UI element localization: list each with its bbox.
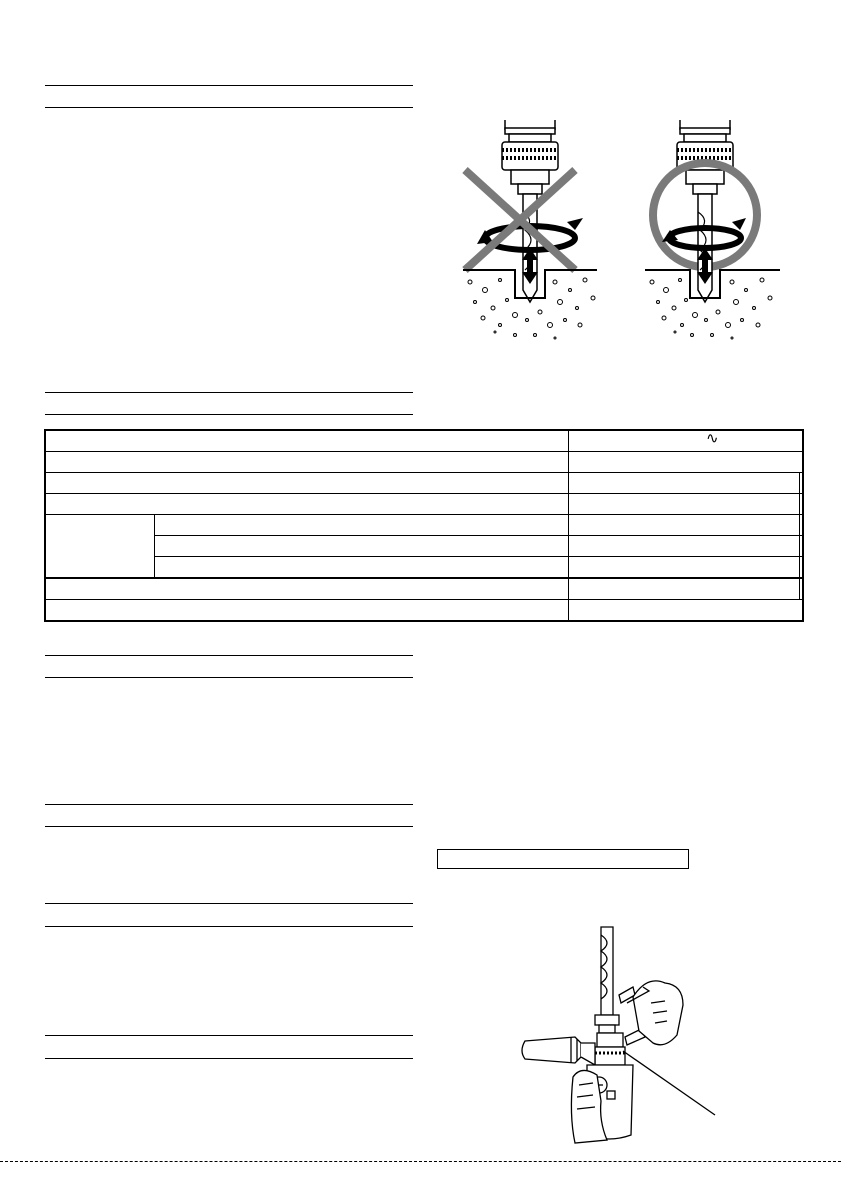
ac-symbol: ∿ <box>706 429 719 447</box>
hands-and-drill-icon <box>522 927 715 1143</box>
table-cell <box>45 452 569 473</box>
section-rule-bottom <box>45 1058 413 1059</box>
section-rule-bottom <box>45 826 413 827</box>
table-cell <box>569 473 800 494</box>
section-rule-bottom <box>45 107 413 108</box>
table-cell <box>569 557 800 579</box>
section-rule-top <box>45 903 413 904</box>
drill-chuck-icon <box>502 120 558 194</box>
section-rule-bottom <box>45 926 413 927</box>
table-cell <box>569 600 803 622</box>
specifications-table <box>44 429 804 622</box>
section-rule-bottom <box>45 414 413 415</box>
table-cell <box>569 536 800 557</box>
table-row <box>45 473 803 494</box>
section-rule-top <box>45 1035 413 1036</box>
incorrect-drilling-figure <box>455 120 605 345</box>
bit-installation-figure <box>515 925 725 1145</box>
table-cell <box>155 536 569 557</box>
table-cell <box>800 473 803 494</box>
drill-chuck-icon <box>677 120 733 194</box>
table-cell <box>45 430 569 452</box>
table-row <box>45 430 803 452</box>
table-row <box>45 578 803 600</box>
figure-caption-box <box>437 849 689 869</box>
table-cell <box>155 557 569 579</box>
section-rule-top <box>45 85 413 86</box>
table-cell <box>569 430 803 452</box>
table-cell <box>569 452 803 473</box>
table-cell <box>800 578 803 600</box>
table-cell <box>45 473 569 494</box>
table-cell <box>45 515 155 579</box>
table-cell <box>45 494 569 515</box>
table-cell <box>800 494 803 515</box>
table-row <box>45 600 803 622</box>
section-rule-top <box>45 804 413 805</box>
table-cell <box>569 494 800 515</box>
page-bottom-rule <box>0 1161 841 1162</box>
section-rule-top <box>45 392 413 393</box>
table-cell <box>800 557 803 579</box>
table-cell <box>45 600 569 622</box>
table-cell <box>800 515 803 536</box>
table-row <box>45 515 803 536</box>
table-cell <box>569 515 800 536</box>
table-cell <box>155 515 569 536</box>
correct-drilling-figure <box>640 120 790 345</box>
table-cell <box>45 578 569 600</box>
section-rule-bottom <box>45 677 413 678</box>
section-rule-top <box>45 655 413 656</box>
table-cell <box>569 578 800 600</box>
table-row <box>45 536 803 557</box>
table-row <box>45 494 803 515</box>
table-row <box>45 452 803 473</box>
table-cell <box>800 536 803 557</box>
table-row <box>45 557 803 579</box>
